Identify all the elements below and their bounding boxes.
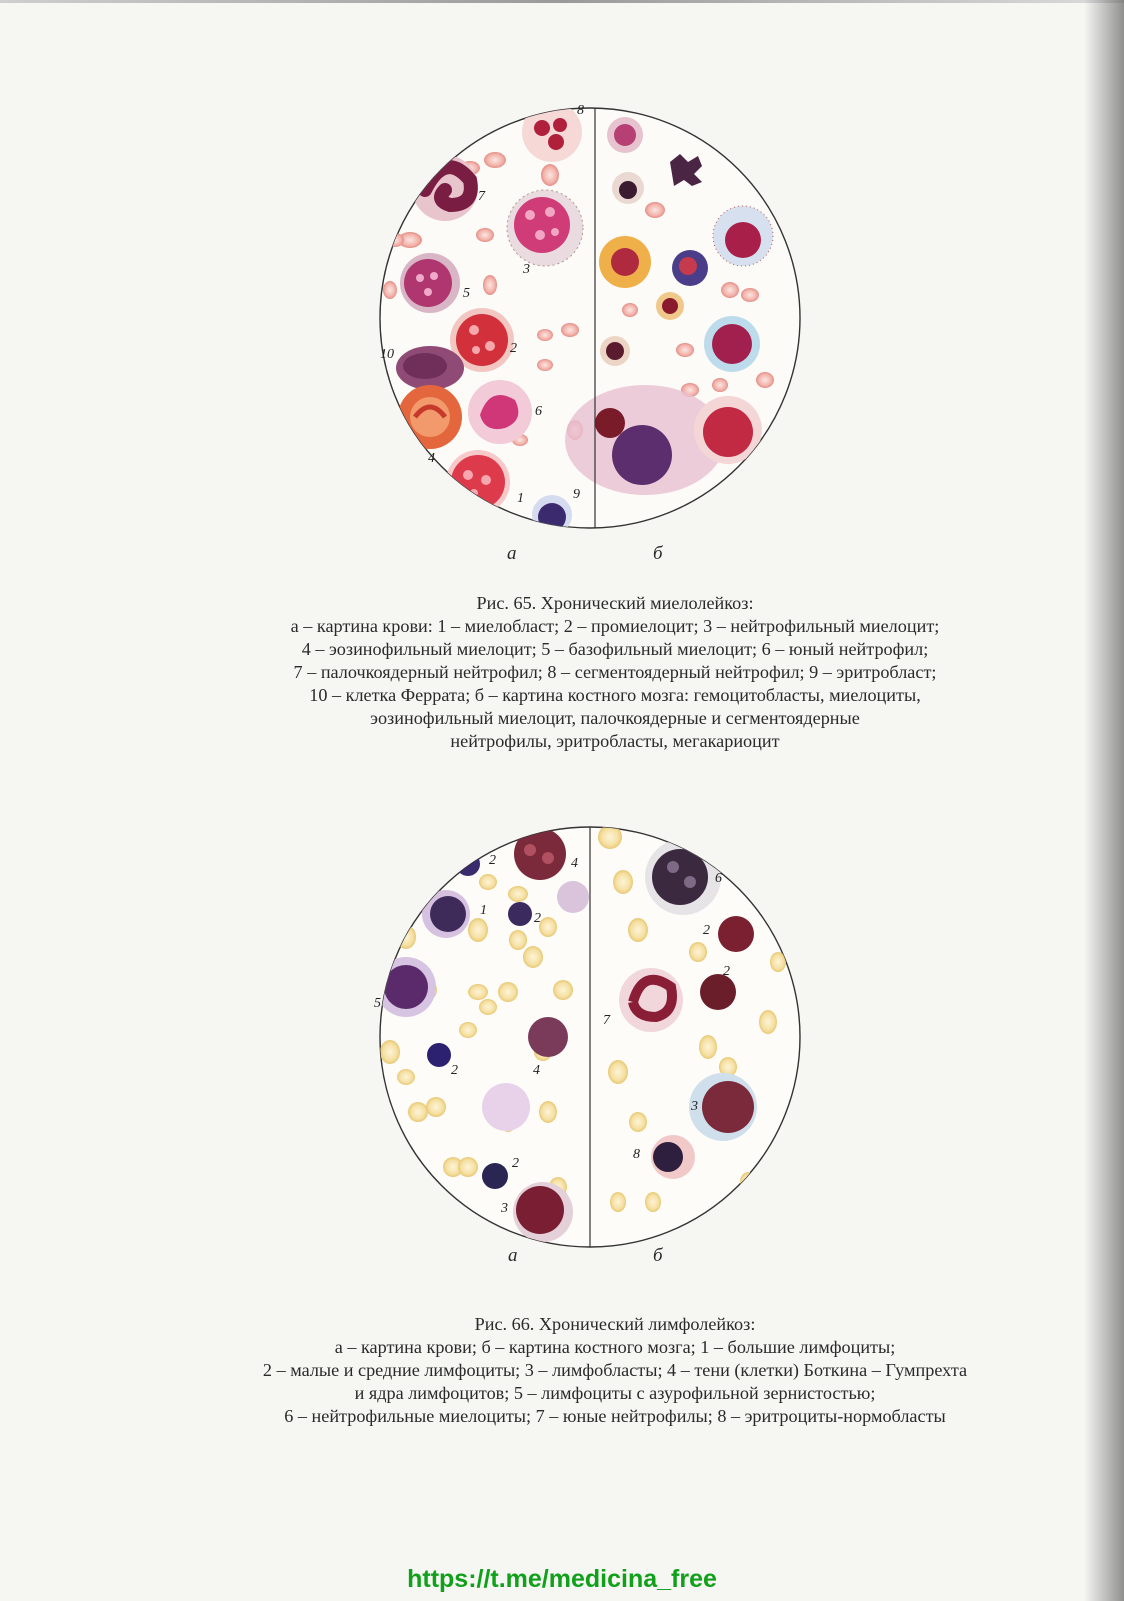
cell-number-label: 10 — [380, 347, 394, 362]
panel-label-b: б — [653, 543, 663, 564]
cell-azurophilic-lymphocyte-5 — [376, 957, 436, 1017]
cell-large-lymphocyte-1 — [422, 890, 470, 938]
cell-number-label: 6 — [535, 404, 542, 419]
cell-erythroblast-9 — [532, 495, 572, 535]
figure-65-blood-smear — [370, 100, 820, 564]
cell-number-label: 2 — [510, 341, 517, 356]
cell-eosinophilic-myelocyte-4 — [398, 385, 462, 449]
page-top-edge — [0, 0, 1124, 3]
caption-line: нейтрофилы, эритробласты, мегакариоцит — [450, 731, 780, 751]
caption-line: 4 – эозинофильный миелоцит; 5 – базофильный миелоцит; 6 – юный нейтрофил; — [301, 639, 929, 659]
caption-line: а – картина крови; б – картина костного мозга; 1 – большие лимфоциты; — [334, 1337, 896, 1357]
cell-number-label: 8 — [577, 103, 584, 118]
cell-number-label: 6 — [715, 871, 722, 886]
caption-line: 6 – нейтрофильные миелоциты; 7 – юные нейтрофилы; 8 – эритроциты-нормобласты — [284, 1406, 946, 1426]
panel-label-a: а — [507, 543, 517, 564]
cell-neutrophilic-myelocyte-3 — [507, 190, 583, 266]
cell-number-label: 7 — [478, 189, 485, 204]
caption-line: а – картина крови: 1 – миелобласт; 2 – промиелоцит; 3 – нейтрофильный миелоцит; — [290, 616, 940, 636]
caption-title: Рис. 66. Хронический лимфолейкоз: — [474, 1314, 756, 1334]
cell-number-label: 4 — [571, 856, 578, 871]
cell-number-label: 7 — [603, 1013, 610, 1028]
cell-number-label: 9 — [573, 487, 580, 502]
cell-number-label: 2 — [703, 923, 710, 938]
figure-65-illustration — [370, 100, 820, 540]
cell-number-label: 2 — [512, 1156, 519, 1171]
caption-line: эозинофильный миелоцит, палочкоядерные и сегментоядерные — [370, 708, 860, 728]
figure-66-caption — [150, 1313, 1080, 1428]
cell-basophilic-myelocyte-5 — [400, 253, 460, 313]
cell-number-label: 4 — [533, 1063, 540, 1078]
cell-number-label: 2 — [723, 964, 730, 979]
telegram-channel-link[interactable]: https://t.me/medicina_free — [407, 1565, 717, 1593]
panel-label-b: б — [653, 1245, 663, 1266]
cell-young-neutrophil-6 — [468, 380, 532, 444]
cell-band-neutrophil-7 — [412, 155, 478, 221]
page-binding-shadow — [1084, 0, 1124, 1601]
cell-number-label: 2 — [451, 1063, 458, 1078]
caption-line: 10 – клетка Феррата; б – картина костного мозга: гемоцитобласты, миелоциты, — [309, 685, 921, 705]
cell-number-label: 4 — [428, 451, 435, 466]
cell-number-label: 5 — [374, 996, 381, 1011]
cell-number-label: 8 — [633, 1147, 640, 1162]
figure-66-blood-smear — [368, 822, 820, 1264]
panel-label-a: а — [508, 1245, 518, 1266]
cell-number-label: 3 — [691, 1099, 698, 1114]
caption-title: Рис. 65. Хронический миелолейкоз: — [476, 593, 754, 613]
caption-line: 7 – палочкоядерный нейтрофил; 8 – сегментоядерный нейтрофил; 9 – эритробласт; — [293, 662, 937, 682]
cell-neutrophilic-myelocyte-6 — [645, 839, 721, 915]
cell-number-label: 2 — [534, 911, 541, 926]
cell-number-label: 2 — [489, 853, 496, 868]
cell-myeloblast-1 — [446, 450, 510, 514]
cell-number-label: 3 — [501, 1201, 508, 1216]
cell-normoblast-8 — [651, 1135, 695, 1179]
figure-66-illustration — [368, 822, 820, 1264]
cell-ferrata-10 — [396, 346, 464, 390]
cell-number-label: 5 — [463, 286, 470, 301]
cell-number-label: 1 — [517, 491, 524, 506]
cell-number-label: 3 — [523, 262, 530, 277]
caption-line: 2 – малые и средние лимфоциты; 3 – лимфобласты; 4 – тени (клетки) Боткина – Гумпрехта — [262, 1360, 968, 1380]
figure-65-caption — [150, 592, 1080, 753]
caption-line: и ядра лимфоцитов; 5 – лимфоциты с азурофильной зернистостью; — [354, 1383, 876, 1403]
cell-number-label: 1 — [480, 903, 487, 918]
cell-young-neutrophil-7 — [619, 968, 683, 1032]
